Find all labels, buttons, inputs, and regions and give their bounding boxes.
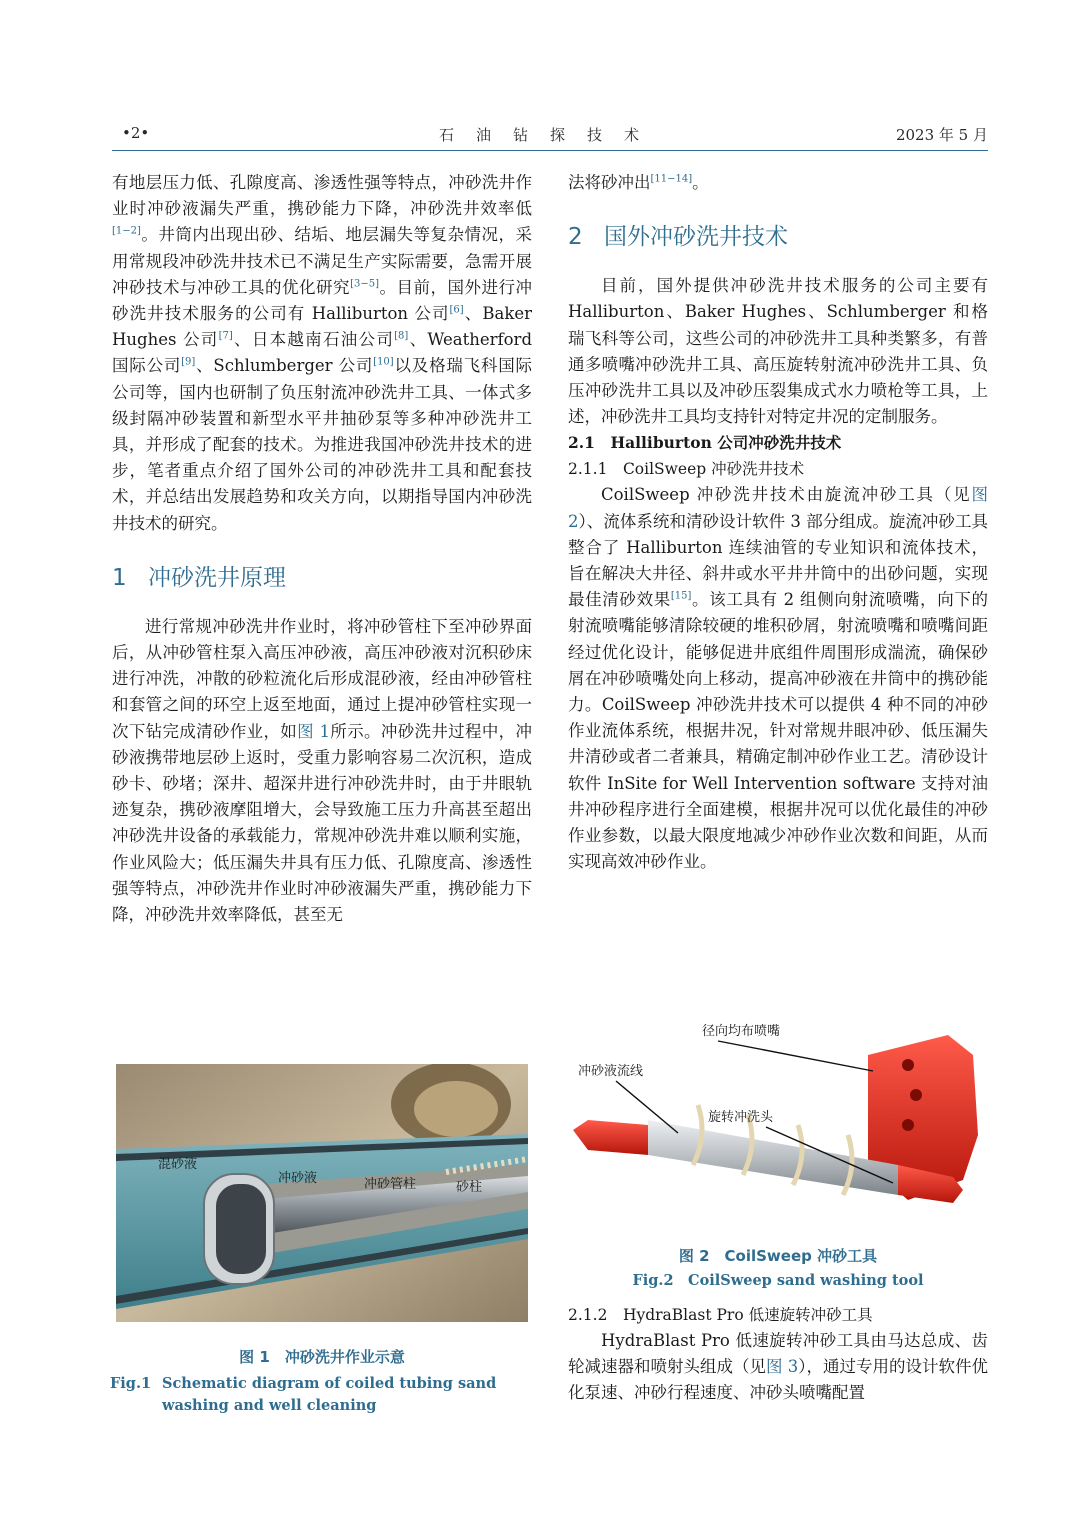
coilsweep-paragraph: CoilSweep 冲砂洗井技术由旋流冲砂工具（见图 2）、流体系统和清砂设计软件 3 部分组成。旋流冲砂工具整合了 Halliburton 连续油管的专业知识和流体技术，旨在解决大井径、斜井或水平井井筒中的出砂问题，实现最佳清砂效果[15]。该工具有 2 组侧向射流喷嘴，向下的射流喷嘴能够清除较硬的堆积砂屑，射流喷嘴和喷嘴间距经过优化设计，能够促进井底组件周围形成湍流，确保砂屑在冲砂喷嘴处向上移动，提高冲砂液在井筒中的携砂能力。CoilSweep 冲砂洗井技术可以提供 4 种不同的冲砂作业流体系统，根据井况，针对常规井眼冲砂、低压漏失井清砂或者二者兼具，精确定制冲砂作业工艺。清砂设计软件 InSite for Well Intervention software 支持对油井冲砂程序进行全面建模，根据井况可以优化最佳的冲砂作业参数，以最大限度地减少冲砂作业次数和间距，从而实现高效冲砂作业。 [568, 485, 988, 872]
figure-1 [110, 1064, 528, 1417]
figure-2-caption-en: Fig.2 CoilSweep sand washing tool [632, 1272, 924, 1289]
section-1-heading: 1 冲砂洗井原理 [112, 564, 286, 591]
section-2-heading: 2 国外冲砂洗井技术 [568, 224, 788, 251]
fig2-label-flowline: 冲砂液流线 [578, 1064, 644, 1079]
right-column-bottom [568, 1302, 988, 1407]
figure-1-caption-en: Fig.1 Schematic diagram of coiled tubing sand washing and well cleaning [110, 1375, 497, 1414]
page-number: •2• [122, 124, 150, 142]
subsection-2-1-1-heading: 2.1.1 CoilSweep 冲砂洗井技术 [568, 460, 805, 479]
journal-title: 石油钻探技术 [438, 126, 661, 144]
fig2-label-nozzles: 径向均布喷嘴 [702, 1024, 781, 1039]
fig1-label-sand: 砂柱 [456, 1180, 483, 1195]
running-header [112, 122, 988, 150]
subsection-2-1-2-heading: 2.1.2 HydraBlast Pro 低速旋转冲砂工具 [568, 1306, 873, 1324]
subsection-2-1-heading: 2.1 Halliburton 公司冲砂洗井技术 [568, 433, 842, 453]
left-column [112, 170, 532, 928]
fig1-link[interactable]: 图 1 [297, 721, 331, 741]
figure-1-caption-cn: 图 1 冲砂洗井作业示意 [239, 1348, 405, 1366]
fig1-label-mixture: 混砂液 [158, 1157, 198, 1172]
figure-2 [568, 1015, 988, 1292]
figure-2-caption-cn: 图 2 CoilSweep 冲砂工具 [678, 1247, 878, 1265]
fig1-label-fluid: 冲砂液 [278, 1171, 318, 1186]
figure-2-image [568, 1015, 988, 1235]
section-2-paragraph: 目前，国外提供冲砂洗井技术服务的公司主要有 Halliburton、Baker Hughes、Schlumberger 和格瑞飞科等公司，这些公司的冲砂洗井工具种类繁多，有普通多喷嘴冲砂洗井工具、高压旋转射流冲砂洗井工具、负压冲砂洗井工具以及冲砂压裂集成式水力喷枪等工具，上述，冲砂洗井工具均支持针对特定井况的定制服务。 [568, 276, 988, 427]
fig2-link[interactable]: 图 2 [568, 485, 988, 531]
fig3-link[interactable]: 图 3 [766, 1357, 799, 1377]
fig2-label-rotating-head: 旋转冲洗头 [708, 1110, 774, 1125]
issue-date: 2023 年 5 月 [895, 126, 988, 144]
right-column [568, 170, 988, 875]
hydrablast-paragraph: HydraBlast Pro 低速旋转冲砂工具由马达总成、齿轮减速器和喷射头组成（见图 3），通过专用的设计软件优化泵速、冲砂行程速度、冲砂头喷嘴配置 [568, 1331, 988, 1403]
section-1-paragraph: 进行常规冲砂洗井作业时，将冲砂管柱下至冲砂界面后，从冲砂管柱泵入高压冲砂液，高压冲砂液对沉积砂床进行冲洗，冲散的砂粒流化后形成混砂液，经由冲砂管柱和套管之间的环空上返至地面，通过上提冲砂管柱实现一次下钻完成清砂作业，如图 1所示。冲砂洗井过程中，冲砂液携带地层砂上返时，受重力影响容易二次沉积，造成砂卡、砂堵；深井、超深井进行冲砂洗井时，由于井眼轨迹复杂，携砂液摩阻增大，会导致施工压力升高甚至超出冲砂洗井设备的承载能力，常规冲砂洗井难以顺利实施，作业风险大；低压漏失井具有压力低、孔隙度高、渗透性强等特点，冲砂洗井作业时冲砂液漏失严重，携砂能力下降，冲砂洗井效率降低，甚至无 [112, 616, 533, 925]
fig1-label-tubing: 冲砂管柱 [364, 1177, 417, 1192]
header-rule [112, 150, 988, 151]
continuation-paragraph: 法将砂冲出[11−14]。 [568, 173, 709, 192]
figure-1-image [116, 1064, 528, 1322]
intro-paragraph: 有地层压力低、孔隙度高、渗透性强等特点，冲砂洗井作业时冲砂液漏失严重，携砂能力下降，冲砂洗井效率低[1−2]。井筒内出现出砂、结垢、地层漏失等复杂情况，采用常规段冲砂洗井技术已不满足生产实际需要，急需开展冲砂技术与冲砂工具的优化研究[3−5]。目前，国外进行冲砂洗井技术服务的公司有 Halliburton 公司[6]、Baker Hughes 公司[7]、日本越南石油公司[8]、Weatherford 国际公司[9]、Schlumberger 公司[10]以及格瑞飞科国际公司等，国内也研制了负压射流冲砂洗井工具、一体式多级封隔冲砂装置和新型水平井抽砂泵等多种冲砂洗井工具，并形成了配套的技术。为推进我国冲砂洗井技术的进步，笔者重点介绍了国外公司的冲砂洗井工具和配套技术，并总结出发展趋势和攻关方向，以期指导国内冲砂洗井技术的研究。 [112, 173, 533, 533]
